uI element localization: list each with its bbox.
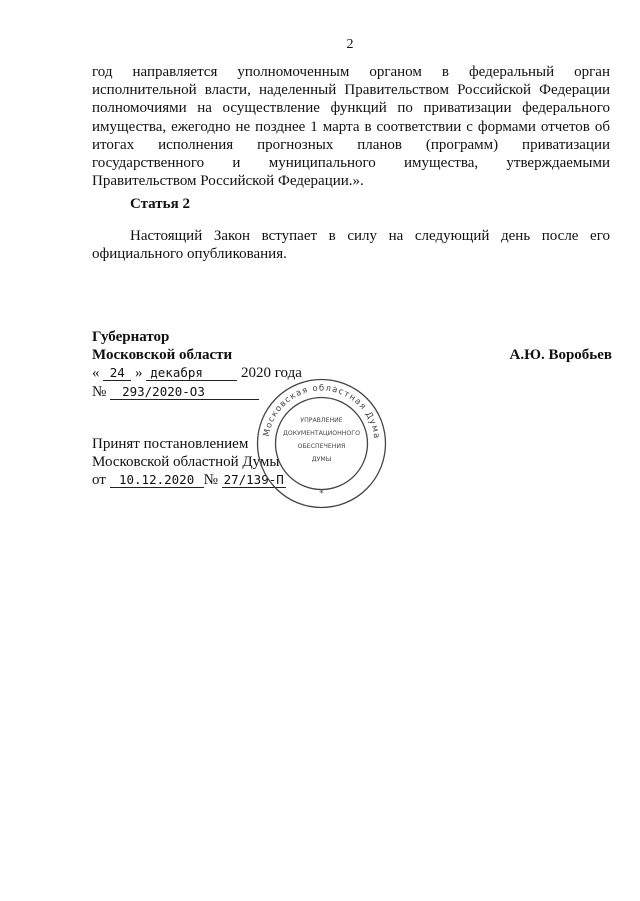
governor-region: Московской области [92,347,233,363]
number-sign: № [92,384,107,400]
adoption-from-label: от [92,472,106,488]
signing-month: декабря [146,366,237,381]
page-number: 2 [346,37,354,52]
quote-open: « [92,365,100,381]
governor-title: Губернатор [92,329,170,345]
stamp-star: * [319,489,324,499]
stamp-ring-text: Московская областная Дума [261,383,382,441]
stamp-line-3: ОБЕСПЕЧЕНИЯ [297,443,346,450]
law-number: 293/2020-ОЗ [110,385,259,400]
article-2-text: Настоящий Закон вступает в силу на следующий день после его официального опубликования. [92,228,610,263]
duma-seal-stamp [256,378,387,509]
governor-name: А.Ю. Воробьев [509,347,612,363]
adoption-number-sign: № [203,472,218,488]
adoption-line-2: Московской областной Думы [92,454,280,470]
adoption-number: 27/139-П [223,472,284,487]
stamp-line-4: ДУМЫ [311,456,332,463]
quote-close: » [135,365,143,381]
stamp-line-1: УПРАВЛЕНИЕ [300,417,343,424]
article-2-heading: Статья 2 [130,196,190,212]
stamp-line-2: ДОКУМЕНТАЦИОННОГО [283,430,360,437]
signing-day: 24 [103,366,131,381]
adoption-line-1: Принят постановлением [92,436,249,452]
paragraph-continuation: год направляется уполномоченным органом в федеральный орган исполнительной власти, наделенный Правительством Российской Федерации полномочиями на осуществление функций по приватизации федерального имущества, ежегодно не позднее 1 марта в соответствии с формами отчетов об итогах исполнения прогнозных планов (программ) приватизации государственного и муниципального имущества, утверждаемыми Правительством Российской Федерации.». [92,64,610,190]
adoption-date: 10.12.2020 [110,473,204,488]
signing-year: 2020 года [241,365,302,381]
law-number-row [92,384,259,401]
